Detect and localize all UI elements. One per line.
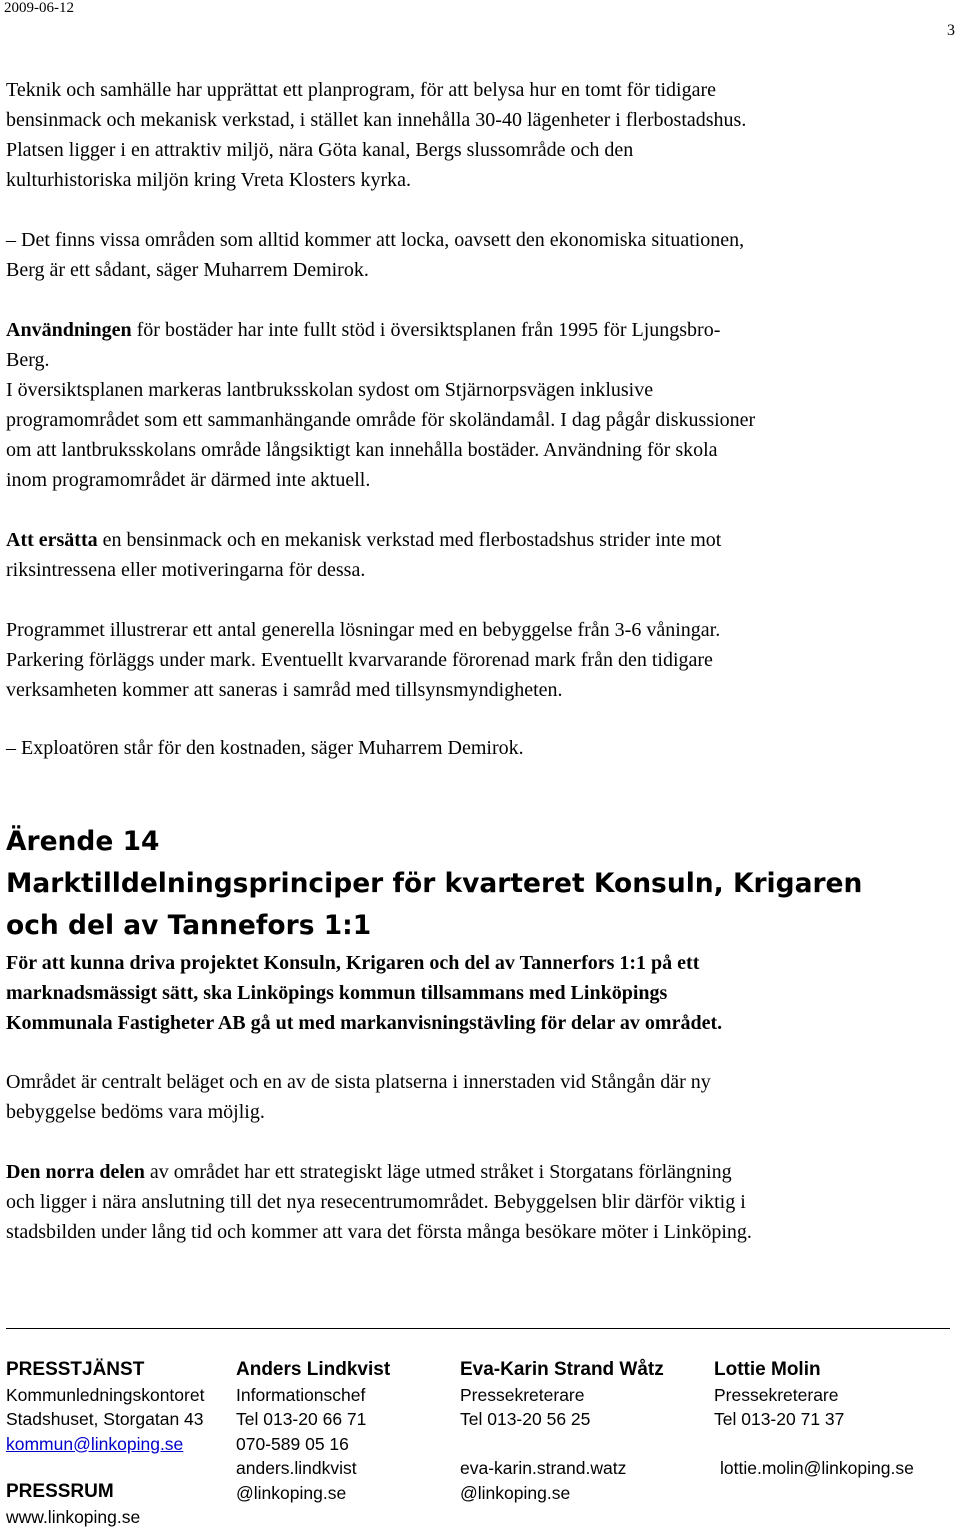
text-line: Platsen ligger i en attraktiv miljö, nära Göta kanal, Bergs slussområde och den: [6, 135, 956, 165]
press-org: Kommunledningskontoret: [6, 1383, 204, 1408]
text-line: Området är centralt beläget och en av de sista platserna i innerstaden vid Stångån där ny: [6, 1067, 956, 1097]
paragraph-lead: Att ersätta: [6, 529, 98, 551]
text-line: Programmet illustrerar ett antal generella lösningar med en bebyggelse från 3-6 våningar.: [6, 615, 956, 645]
text-line: riksintressena eller motiveringarna för dessa.: [6, 555, 956, 585]
paragraph-planprogram: [6, 75, 956, 195]
text-line: För att kunna driva projektet Konsuln, Krigaren och del av Tannerfors 1:1 på ett: [6, 948, 956, 978]
press-address: Stadshuset, Storgatan 43: [6, 1407, 204, 1432]
contact-phone: Tel 013-20 66 71: [236, 1407, 390, 1432]
section-heading: Ärende 14: [6, 826, 159, 857]
text-line: Kommunala Fastigheter AB gå ut med markanvisningstävling för delar av området.: [6, 1008, 956, 1038]
contact-mobile: 070-589 05 16: [236, 1432, 390, 1457]
contact-role: Pressekreterare: [460, 1383, 664, 1408]
paragraph-lead: Den norra delen: [6, 1161, 145, 1183]
paragraph-anvandningen: [6, 315, 956, 495]
paragraph-att-ersatta: [6, 525, 956, 585]
contact-phone: Tel 013-20 56 25: [460, 1407, 664, 1432]
text-line: Teknik och samhälle har upprättat ett planprogram, för att belysa hur en tomt för tidigare: [6, 75, 956, 105]
contact-role: Pressekreterare: [714, 1383, 914, 1408]
contact-name: Lottie Molin: [714, 1358, 914, 1383]
text-line: stadsbilden under lång tid och kommer att vara det första många besökare möter i Linköping.: [6, 1217, 956, 1247]
text-line: om att lantbruksskolans område långsiktigt kan innehålla bostäder. Användning för skola: [6, 435, 956, 465]
text-span: av området har ett strategiskt läge utmed stråket i Storgatans förlängning: [145, 1161, 732, 1183]
contact-email-line2[interactable]: @linkoping.se: [460, 1481, 664, 1506]
contact-email-line2[interactable]: @linkoping.se: [236, 1481, 390, 1506]
text-line: Berg.: [6, 345, 956, 375]
quote-demirok-2: – Exploatören står för den kostnaden, säger Muharrem Demirok.: [6, 733, 956, 763]
paragraph-norra-delen: [6, 1157, 956, 1247]
section-title-line1: Marktilldelningsprinciper för kvarteret Konsuln, Krigaren: [6, 868, 862, 899]
text-span: en bensinmack och en mekanisk verkstad med flerbostadshus strider inte mot: [98, 529, 722, 551]
text-line: Parkering förläggs under mark. Eventuellt kvarvarande förorenad mark från den tidigare: [6, 645, 956, 675]
contact-role: Informationschef: [236, 1383, 390, 1408]
quote-demirok-1: [6, 225, 956, 285]
text-line: – Det finns vissa områden som alltid kommer att locka, oavsett den ekonomiska situationen,: [6, 225, 956, 255]
text-line: bebyggelse bedöms vara möjlig.: [6, 1097, 956, 1127]
footer-contact-molin: [714, 1358, 914, 1481]
contact-email[interactable]: lottie.molin@linkoping.se: [720, 1456, 914, 1481]
footer-divider: [6, 1328, 950, 1329]
text-line: I översiktsplanen markeras lantbruksskolan sydost om Stjärnorpsvägen inklusive: [6, 375, 956, 405]
contact-name: Eva-Karin Strand Wåtz: [460, 1358, 664, 1383]
footer-press-column: [6, 1358, 204, 1529]
section-intro: [6, 948, 956, 1038]
press-web-link[interactable]: www.linkoping.se: [6, 1505, 204, 1529]
text-span: för bostäder har inte fullt stöd i översiktsplanen från 1995 för Ljungsbro-: [132, 319, 721, 341]
press-title: PRESSTJÄNST: [6, 1358, 204, 1383]
contact-name: Anders Lindkvist: [236, 1358, 390, 1383]
text-line: och ligger i nära anslutning till det nya resecentrumområdet. Bebyggelsen blir därför viktig i: [6, 1187, 956, 1217]
footer-contact-strand-watz: [460, 1358, 664, 1505]
text-line: inom programområdet är därmed inte aktuell.: [6, 465, 956, 495]
text-line: Berg är ett sådant, säger Muharrem Demirok.: [6, 255, 956, 285]
text-line: verksamheten kommer att saneras i samråd med tillsynsmyndigheten.: [6, 675, 956, 705]
contact-phone: Tel 013-20 71 37: [714, 1407, 914, 1432]
text-line: kulturhistoriska miljön kring Vreta Klosters kyrka.: [6, 165, 956, 195]
paragraph-omradet: [6, 1067, 956, 1127]
text-line: marknadsmässigt sätt, ska Linköpings kommun tillsammans med Linköpings: [6, 978, 956, 1008]
contact-email-line1[interactable]: anders.lindkvist: [236, 1456, 390, 1481]
paragraph-lead: Användningen: [6, 319, 132, 341]
page-number: 3: [947, 22, 955, 40]
paragraph-programmet: [6, 615, 956, 705]
text-line: bensinmack och mekanisk verkstad, i stället kan innehålla 30-40 lägenheter i flerbostadshus.: [6, 105, 956, 135]
footer-contact-lindkvist: [236, 1358, 390, 1505]
contact-email-line1[interactable]: eva-karin.strand.watz: [460, 1456, 664, 1481]
pressroom-title: PRESSRUM: [6, 1480, 204, 1505]
section-title-line2: och del av Tannefors 1:1: [6, 910, 371, 941]
text-line: programområdet som ett sammanhängande område för skoländamål. I dag pågår diskussioner: [6, 405, 956, 435]
press-email-link[interactable]: kommun@linkoping.se: [6, 1434, 183, 1454]
page-date: 2009-06-12: [4, 0, 74, 17]
